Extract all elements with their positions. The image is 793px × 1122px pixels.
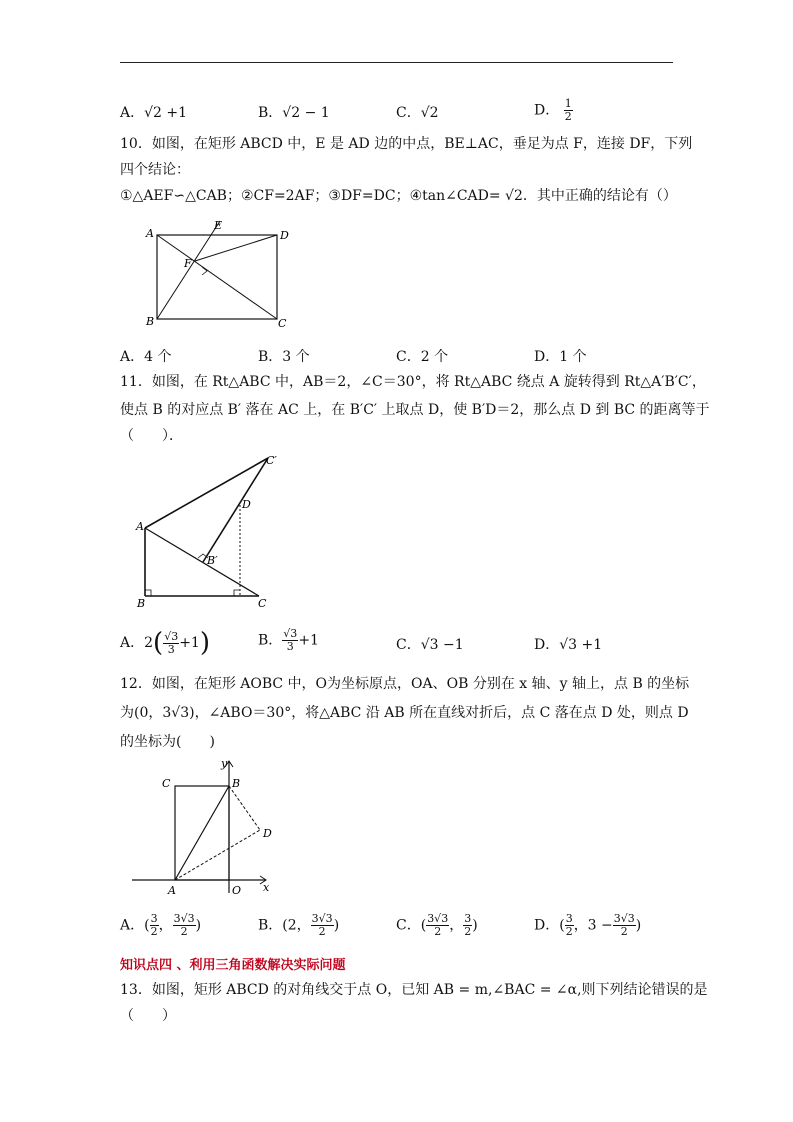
q12-line2: 为(0，3√3)，∠ABO＝30°，将△ABC 沿 AB 所在直线对折后，点 C 落在点 D 处，则点 D xyxy=(120,705,689,721)
fraction: $\frac{3√3}{2}$ xyxy=(427,912,449,938)
label-y: y xyxy=(221,757,228,770)
q11-figure xyxy=(125,450,295,615)
q13-line1: 13．如图，矩形 ABCD 的对角线交于点 O，已知 AB = m,∠BAC = ∠α,则下列结论错误的是 xyxy=(120,982,708,998)
label-c: C xyxy=(278,317,287,330)
label-c: C xyxy=(258,597,267,610)
q11-line3: （ ）． xyxy=(120,428,183,444)
q10-option-b[interactable]: B．3 个 xyxy=(258,349,310,365)
label-d: D xyxy=(263,827,272,840)
label-b: B xyxy=(232,777,241,790)
q10-option-a[interactable]: A．4 个 xyxy=(120,349,172,365)
paren-right: ) xyxy=(199,628,210,658)
q12-option-c[interactable]: C．( $\frac{3√3}{2}$ ， $\frac{3}{2}$ ) xyxy=(396,912,478,938)
segment-ac-prime xyxy=(145,458,268,528)
paren-left: ( xyxy=(153,628,164,658)
q12-line3: 的坐标为( ) xyxy=(120,734,215,750)
label-a: A xyxy=(146,227,154,240)
q9-option-b[interactable]: B．√2 − 1 xyxy=(258,105,330,121)
q12-line1: 12．如图，在矩形 AOBC 中，O为坐标原点，OA、OB 分别在 x 轴、y 轴上，点 B 的坐标 xyxy=(120,676,690,692)
fraction: $\frac{3√3}{2}$ xyxy=(613,912,635,938)
q11-option-d[interactable]: D．√3 +1 xyxy=(534,637,603,653)
q9-option-c[interactable]: C．√2 xyxy=(396,105,439,121)
q12-figure xyxy=(128,755,288,900)
right-angle-b xyxy=(145,590,151,596)
q11-line2: 使点 B 的对应点 B′ 落在 AC 上，在 B′C′ 上取点 D，使 B′D＝2，那么点 D 到 BC 的距离等于 xyxy=(120,402,710,418)
label-x: x xyxy=(263,881,270,894)
q10-line3: ①△AEF∽△CAB；②CF=2AF；③DF=DC；④tan∠CAD= √2．其中正确的结论有（） xyxy=(120,188,677,204)
fraction: $\frac{3}{2}$ xyxy=(150,912,158,938)
fraction: $\frac{3}{2}$ xyxy=(464,912,472,938)
dashed-ad xyxy=(175,830,260,880)
line-be xyxy=(157,219,223,319)
dashed-bd xyxy=(229,786,260,830)
q11-option-c[interactable]: C．√3 −1 xyxy=(396,637,464,653)
label-d: D xyxy=(242,498,251,511)
q10-line1: 10．如图，在矩形 ABCD 中，E 是 AD 边的中点，BE⊥AC，垂足为点 F，连接 DF，下列 xyxy=(120,136,693,152)
q11-option-b[interactable]: B． $\frac{√3}{3}$ +1 xyxy=(258,627,319,653)
fraction: $\frac{1}{2}$ xyxy=(564,97,572,123)
label-c: C xyxy=(162,777,171,790)
segment-ab xyxy=(175,786,229,880)
label-b-prime: B′ xyxy=(207,554,218,567)
section-heading: 知识点四 、利用三角函数解决实际问题 xyxy=(120,958,346,973)
line-df xyxy=(195,235,277,261)
q10-option-d[interactable]: D．1 个 xyxy=(534,349,587,365)
segment-ac xyxy=(145,528,259,596)
label-f: F xyxy=(184,257,192,270)
q13-line2: （ ） xyxy=(120,1008,176,1024)
label-d: D xyxy=(280,229,289,242)
fraction: $\frac{3√3}{2}$ xyxy=(173,912,195,938)
q12-option-d[interactable]: D．( $\frac{3}{2}$ ，3 − $\frac{3√3}{2}$ ) xyxy=(534,912,642,938)
q10-line2: 四个结论： xyxy=(120,162,190,178)
label-e: E xyxy=(214,219,223,232)
q11-option-a[interactable]: A．2( $\frac{√3}{3}$ +1) xyxy=(120,628,210,658)
label-b: B xyxy=(137,597,146,610)
q9-option-d[interactable]: D． $\frac{1}{2}$ xyxy=(534,97,572,123)
label-o: O xyxy=(232,884,242,897)
q12-option-a[interactable]: A．( $\frac{3}{2}$ ， $\frac{3√3}{2}$ ) xyxy=(120,912,202,938)
fraction: $\frac{√3}{3}$ xyxy=(164,629,179,656)
label-a: A xyxy=(168,884,176,897)
right-angle-foot xyxy=(234,590,240,596)
q10-option-c[interactable]: C．2 个 xyxy=(396,349,449,365)
segment-bc-prime xyxy=(203,458,268,562)
fraction: $\frac{√3}{3}$ xyxy=(283,627,298,653)
q12-option-b[interactable]: B．(2， $\frac{3√3}{2}$ ) xyxy=(258,912,340,938)
fraction: $\frac{3}{2}$ xyxy=(565,912,573,938)
header-rule xyxy=(120,62,673,63)
q10-figure xyxy=(140,215,300,335)
label-a: A xyxy=(136,520,144,533)
q11-line1: 11．如图，在 Rt△ABC 中，AB＝2，∠C＝30°，将 Rt△ABC 绕点 A 旋转得到 Rt△A′B′C′， xyxy=(120,374,706,390)
label-b: B xyxy=(146,315,155,328)
label-c-prime: C′ xyxy=(266,454,277,467)
q9-option-a[interactable]: A．√2 +1 xyxy=(120,105,188,121)
fraction: $\frac{3√3}{2}$ xyxy=(311,912,333,938)
diagonal-ac xyxy=(157,235,277,319)
